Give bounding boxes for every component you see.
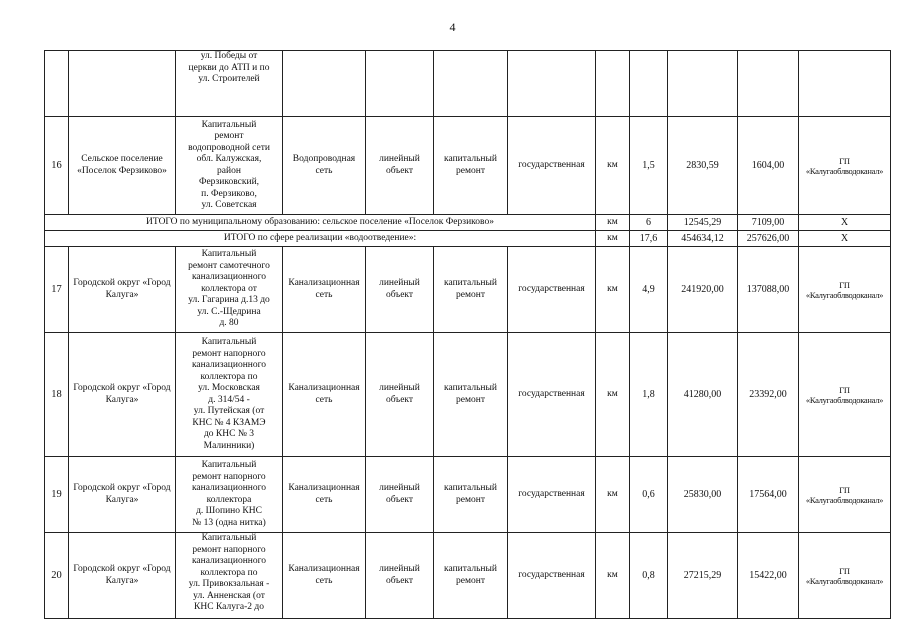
total-cost-total: 12545,29 bbox=[668, 215, 738, 231]
table-row bbox=[45, 533, 891, 619]
total-cost-second: 7109,00 bbox=[738, 215, 799, 231]
total-cost-second: 257626,00 bbox=[738, 231, 799, 247]
cell-length bbox=[630, 51, 668, 117]
cell-territory: Городской округ «Город Калуга» bbox=[69, 533, 176, 619]
cell-num: 19 bbox=[45, 457, 69, 533]
cell-territory: Городской округ «Город Калуга» bbox=[69, 247, 176, 333]
total-length: 17,6 bbox=[630, 231, 668, 247]
cell-object-type bbox=[283, 51, 366, 117]
cell-description bbox=[176, 117, 283, 215]
cell-object-kind: линейный объект bbox=[366, 457, 434, 533]
total-label: ИТОГО по сфере реализации «водоотведение»: bbox=[45, 231, 596, 247]
cell-object-kind: линейный объект bbox=[366, 333, 434, 457]
cell-territory: Городской округ «Город Калуга» bbox=[69, 457, 176, 533]
total-row-sphere bbox=[45, 231, 891, 247]
cell-unit: км bbox=[596, 117, 630, 215]
cell-length: 0,8 bbox=[630, 533, 668, 619]
cell-organization: ГП «Калугаоблводоканал» bbox=[799, 457, 891, 533]
cell-organization bbox=[799, 51, 891, 117]
cell-length: 1,5 bbox=[630, 117, 668, 215]
cell-description bbox=[176, 457, 283, 533]
total-mark: Х bbox=[799, 231, 891, 247]
cell-work-type bbox=[434, 51, 508, 117]
cell-description bbox=[176, 247, 283, 333]
total-length: 6 bbox=[630, 215, 668, 231]
cell-object-kind: линейный объект bbox=[366, 117, 434, 215]
description-text: ул. Победы от церкви до АТП и по ул. Строителей bbox=[188, 51, 270, 84]
cell-cost-total: 41280,00 bbox=[668, 333, 738, 457]
cell-cost-second bbox=[738, 51, 799, 117]
cell-work-type: капитальный ремонт bbox=[434, 117, 508, 215]
total-label: ИТОГО по муниципальному образованию: сельское поселение «Поселок Ферзиково» bbox=[45, 215, 596, 231]
cell-object-kind: линейный объект bbox=[366, 533, 434, 619]
page-number: 4 bbox=[449, 20, 456, 34]
cell-object-type: Канализационная сеть bbox=[283, 333, 366, 457]
cell-work-type: капитальный ремонт bbox=[434, 247, 508, 333]
cell-description bbox=[176, 51, 283, 117]
cell-organization: ГП «Калугаоблводоканал» bbox=[799, 117, 891, 215]
cell-cost-second: 1604,00 bbox=[738, 117, 799, 215]
description-text: Капитальный ремонт напорного канализационного коллектора по ул. Московская д. 314/54 - ул. Путейская (от КНС № 4 КЗАМЭ до КНС № 3 Малинники) bbox=[191, 337, 267, 451]
total-cost-total: 454634,12 bbox=[668, 231, 738, 247]
cell-length: 0,6 bbox=[630, 457, 668, 533]
description-text: Капитальный ремонт напорного канализационного коллектора по ул. Привокзальная - ул. Анненская (от КНС Калуга-2 до bbox=[188, 533, 270, 612]
cell-work-type: капитальный ремонт bbox=[434, 333, 508, 457]
cell-object-kind bbox=[366, 51, 434, 117]
cell-cost-second: 17564,00 bbox=[738, 457, 799, 533]
cell-num: 17 bbox=[45, 247, 69, 333]
cell-territory bbox=[69, 51, 176, 117]
cell-unit bbox=[596, 51, 630, 117]
cell-description bbox=[176, 533, 283, 619]
total-unit: км bbox=[596, 215, 630, 231]
cell-work-type: капитальный ремонт bbox=[434, 457, 508, 533]
cell-ownership: государственная bbox=[508, 117, 596, 215]
cell-territory: Городской округ «Город Калуга» bbox=[69, 333, 176, 457]
cell-unit: км bbox=[596, 247, 630, 333]
cell-ownership: государственная bbox=[508, 333, 596, 457]
table-row-continuation bbox=[45, 51, 891, 117]
cell-ownership: государственная bbox=[508, 457, 596, 533]
cell-object-type: Канализационная сеть bbox=[283, 457, 366, 533]
cell-ownership: государственная bbox=[508, 533, 596, 619]
table-row bbox=[45, 117, 891, 215]
cell-unit: км bbox=[596, 457, 630, 533]
table-row bbox=[45, 457, 891, 533]
table-row bbox=[45, 247, 891, 333]
cell-organization: ГП «Калугаоблводоканал» bbox=[799, 533, 891, 619]
cell-object-type: Канализационная сеть bbox=[283, 247, 366, 333]
cell-territory: Сельское поселение «Поселок Ферзиково» bbox=[69, 117, 176, 215]
cell-cost-second: 15422,00 bbox=[738, 533, 799, 619]
cell-organization: ГП «Калугаоблводоканал» bbox=[799, 333, 891, 457]
cell-cost-total: 25830,00 bbox=[668, 457, 738, 533]
investment-program-table bbox=[44, 50, 891, 619]
total-unit: км bbox=[596, 231, 630, 247]
cell-ownership: государственная bbox=[508, 247, 596, 333]
cell-object-kind: линейный объект bbox=[366, 247, 434, 333]
cell-num: 20 bbox=[45, 533, 69, 619]
cell-num: 16 bbox=[45, 117, 69, 215]
cell-cost-total: 241920,00 bbox=[668, 247, 738, 333]
cell-cost-total bbox=[668, 51, 738, 117]
cell-organization: ГП «Калугаоблводоканал» bbox=[799, 247, 891, 333]
cell-work-type: капитальный ремонт bbox=[434, 533, 508, 619]
cell-description bbox=[176, 333, 283, 457]
total-mark: Х bbox=[799, 215, 891, 231]
cell-length: 4,9 bbox=[630, 247, 668, 333]
description-text: Капитальный ремонт водопроводной сети обл. Калужская, район Ферзиковский, п. Ферзиково, ул. Советская bbox=[188, 119, 270, 210]
cell-unit: км bbox=[596, 333, 630, 457]
cell-object-type: Канализационная сеть bbox=[283, 533, 366, 619]
cell-cost-second: 23392,00 bbox=[738, 333, 799, 457]
description-text: Капитальный ремонт напорного канализационного коллектора д. Шопино КНС № 13 (одна нитка) bbox=[191, 460, 267, 528]
table-row bbox=[45, 333, 891, 457]
total-row-municipality bbox=[45, 215, 891, 231]
cell-cost-total: 2830,59 bbox=[668, 117, 738, 215]
cell-cost-total: 27215,29 bbox=[668, 533, 738, 619]
cell-ownership bbox=[508, 51, 596, 117]
cell-cost-second: 137088,00 bbox=[738, 247, 799, 333]
cell-length: 1,8 bbox=[630, 333, 668, 457]
cell-unit: км bbox=[596, 533, 630, 619]
cell-object-type: Водопроводная сеть bbox=[283, 117, 366, 215]
cell-num bbox=[45, 51, 69, 117]
cell-num: 18 bbox=[45, 333, 69, 457]
description-text: Капитальный ремонт самотечного канализационного коллектора от ул. Гагарина д.13 до ул. С.-Щедрина д. 80 bbox=[188, 249, 270, 329]
